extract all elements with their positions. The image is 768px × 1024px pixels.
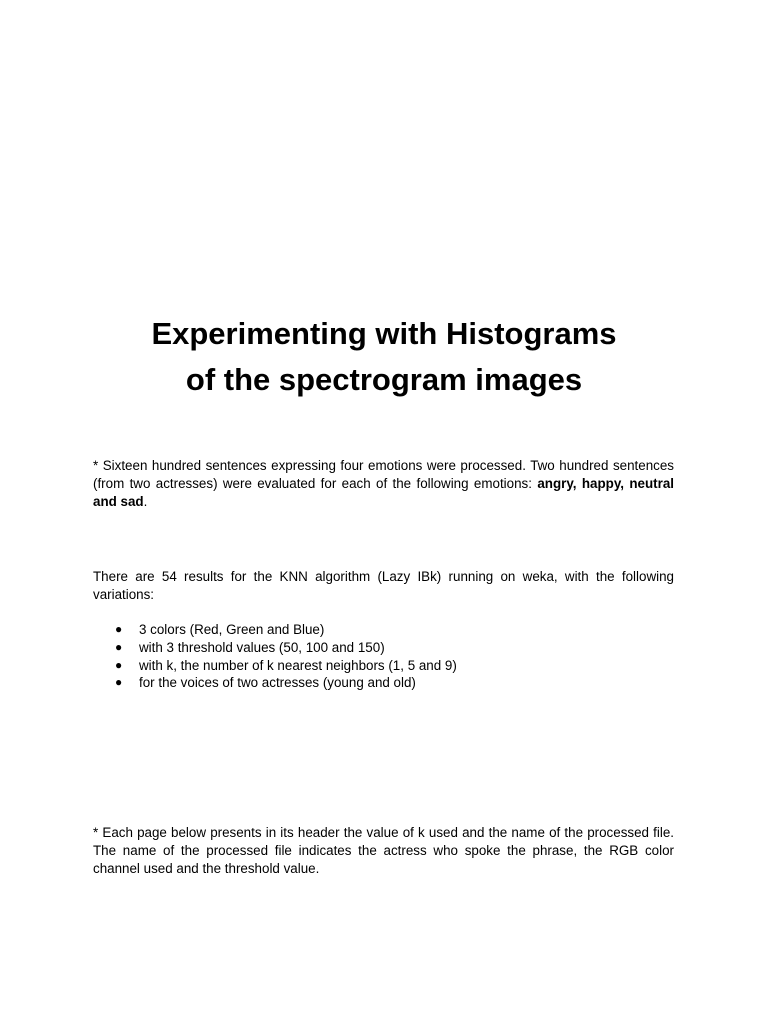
list-item-text: with 3 threshold values (50, 100 and 150) [139, 639, 385, 655]
title-line-2: of the spectrogram images [185, 362, 583, 397]
intro-paragraph [93, 457, 674, 510]
list-item [93, 657, 674, 675]
bullet-icon: ● [115, 639, 123, 654]
bullet-icon: ● [115, 657, 123, 672]
intro-text: * Sixteen hundred sentences expressing four emotions were processed. Two hundred sentences (from two actresses) were evaluated for each of the following emotions: [93, 458, 674, 491]
list-item [93, 621, 674, 639]
page-title [60, 311, 708, 403]
bullet-icon: ● [115, 622, 123, 636]
variations-list [93, 621, 674, 692]
results-paragraph: There are 54 results for the KNN algorithm (Lazy IBk) running on weka, with the following variations: [93, 569, 674, 602]
bullet-icon: ● [115, 675, 123, 690]
note-paragraph: * Each page below presents in its header the value of k used and the name of the processed file. The name of the processed file indicates the actress who spoke the phrase, the RGB color channel used and the threshold value. [93, 825, 674, 876]
list-item-text: with k, the number of k nearest neighbors (1, 5 and 9) [139, 657, 457, 673]
intro-end: . [143, 493, 148, 509]
emotions-list: angry, happy, neutral and sad [93, 475, 675, 509]
title-line-1: Experimenting with Histograms [151, 316, 617, 351]
list-item [93, 639, 674, 657]
list-item-text: 3 colors (Red, Green and Blue) [139, 622, 325, 637]
list-item-text: for the voices of two actresses (young and old) [139, 675, 416, 691]
list-item [93, 674, 674, 692]
